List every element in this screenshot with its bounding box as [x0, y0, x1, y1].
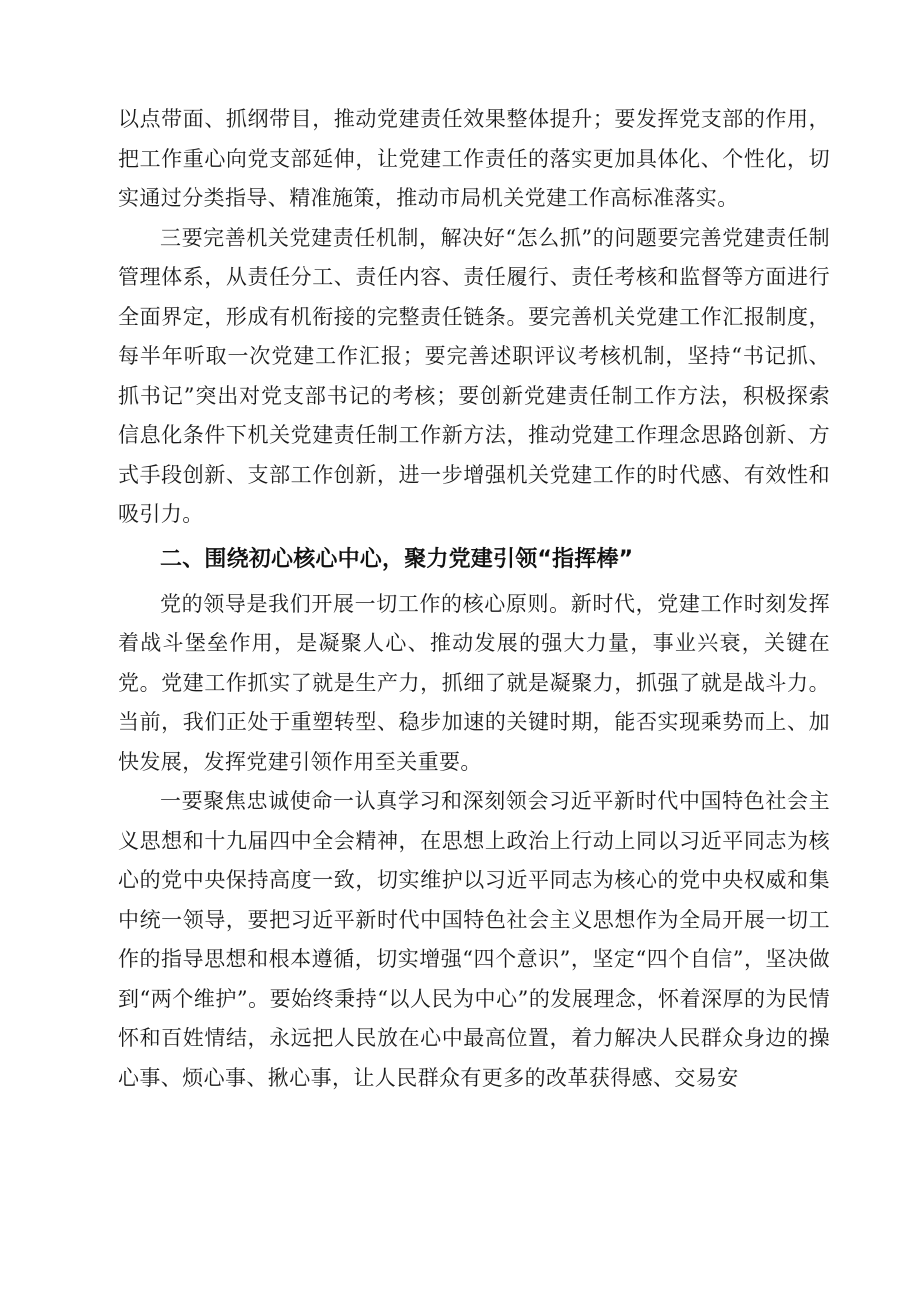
section-heading-2: 二、围绕初心核心中心，聚力党建引领“指挥棒”	[160, 546, 634, 572]
paragraph-3: 党的领导是我们开展一切工作的核心原则。新时代，党建工作时刻发挥着战斗堡垒作用，是凝聚人心、推动发展的强大力量，事业兴衰，关键在党。党建工作抓实了就是生产力，抓细了就是凝聚力，抓强了就是战斗力。当前，我们正处于重塑转型、稳步加速的关键时期，能否实现乘势而上、加快发展，发挥党建引领作用至关重要。	[118, 591, 830, 774]
paragraph-1: 以点带面、抓纲带目，推动党建责任效果整体提升；要发挥党支部的作用，把工作重心向党支部延伸，让党建工作责任的落实更加具体化、个性化，切实通过分类指导、精准施策，推动市局机关党建工作高标准落实。	[118, 107, 830, 210]
paragraph-2: 三要完善机关党建责任机制，解决好“怎么抓”的问题要完善党建责任制管理体系，从责任分工、责任内容、责任履行、责任考核和监督等方面进行全面界定，形成有机衔接的完整责任链条。要完善机关党建工作汇报制度，每半年听取一次党建工作汇报；要完善述职评议考核机制，坚持“书记抓、抓书记”突出对党支部书记的考核；要创新党建责任制工作方法，积极探索信息化条件下机关党建责任制工作新方法，推动党建工作理念思路创新、方式手段创新、支部工作创新，进一步增强机关党建工作的时代感、有效性和吸引力。	[118, 225, 830, 526]
document-page	[118, 100, 830, 1098]
paragraph-4: 一要聚焦忠诚使命一认真学习和深刻领会习近平新时代中国特色社会主义思想和十九届四中全会精神，在思想上政治上行动上同以习近平同志为核心的党中央保持高度一致，切实维护以习近平同志为核心的党中央权威和集中统一领导，要把习近平新时代中国特色社会主义思想作为全局开展一切工作的指导思想和根本遵循，切实增强“四个意识”，坚定“四个自信”，坚决做到“两个维护”。要始终秉持“以人民为中心”的发展理念，怀着深厚的为民情怀和百姓情结，永远把人民放在心中最高位置，着力解决人民群众身边的操心事、烦心事、揪心事，让人民群众有更多的改革获得感、交易安	[118, 789, 830, 1090]
